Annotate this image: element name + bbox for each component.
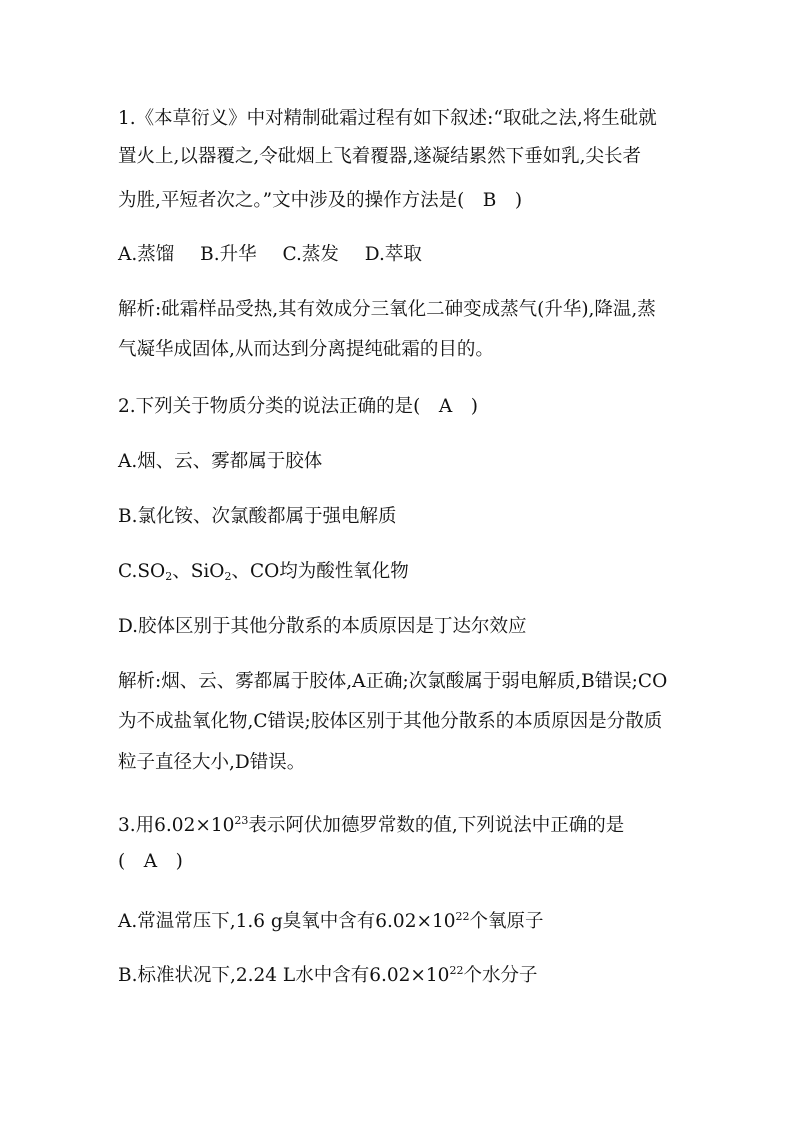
q3-stem-prefix: 3.用6.02×10	[118, 815, 235, 836]
q3-stem-suffix: 表示阿伏加德罗常数的值,下列说法中正确的是	[248, 815, 625, 836]
q3-option-a-suffix: 个氧原子	[469, 911, 544, 932]
q3-option-b-suffix: 个水分子	[463, 965, 538, 986]
q1-option-b: B.升华	[200, 244, 257, 265]
q2-analysis-line-3: 粒子直径大小,D错误。	[118, 752, 306, 773]
q3-option-b-prefix: B.标准状况下,2.24 L水中含有6.02×10	[118, 965, 450, 986]
q1-analysis-line-1: 解析:砒霜样品受热,其有效成分三氧化二砷变成蒸气(升华),降温,蒸	[118, 299, 656, 320]
q1-option-a: A.蒸馏	[118, 244, 175, 265]
q1-option-c: C.蒸发	[282, 244, 339, 265]
q3-stem	[118, 810, 624, 837]
q2-stem: 2.下列关于物质分类的说法正确的是( A )	[118, 396, 478, 417]
q3-stem-exponent: 23	[234, 814, 249, 827]
q1-stem-line-1: 1.《本草衍义》中对精制砒霜过程有如下叙述:“取砒之法,将生砒就	[118, 108, 657, 129]
q2-option-c	[118, 561, 409, 588]
q3-option-b	[118, 960, 537, 987]
q2-option-c-subscript-1: 2	[165, 570, 173, 583]
q3-option-a-prefix: A.常温常压下,1.6 g臭氧中含有6.02×10	[118, 911, 456, 932]
q3-answer: ( A )	[118, 851, 183, 872]
q1-options	[118, 244, 422, 266]
q2-analysis-line-2: 为不成盐氧化物,C错误;胶体区别于其他分散系的本质原因是分散质	[118, 711, 663, 732]
q2-option-c-subscript-2: 2	[224, 570, 232, 583]
q2-option-c-suffix: 、CO均为酸性氧化物	[231, 561, 409, 582]
q1-analysis-line-2: 气凝华成固体,从而达到分离提纯砒霜的目的。	[118, 339, 494, 360]
q1-option-d: D.萃取	[364, 244, 422, 265]
q2-option-d: D.胶体区别于其他分散系的本质原因是丁达尔效应	[118, 616, 527, 637]
q2-option-c-prefix: C.SO	[118, 561, 166, 582]
q2-option-a: A.烟、云、雾都属于胶体	[118, 451, 323, 472]
q2-option-c-mid: 、SiO	[172, 561, 225, 582]
q3-option-a	[118, 906, 544, 933]
q1-stem-line-2: 置火上,以器覆之,令砒烟上飞着覆器,遂凝结累然下垂如乳,尖长者	[118, 146, 642, 167]
q2-option-b: B.氯化铵、次氯酸都属于强电解质	[118, 506, 397, 527]
q2-analysis-line-1: 解析:烟、云、雾都属于胶体,A正确;次氯酸属于弱电解质,B错误;CO	[118, 671, 668, 692]
q1-stem-line-3: 为胜,平短者次之。”文中涉及的操作方法是( B )	[118, 190, 523, 211]
q3-option-b-exponent: 22	[449, 964, 464, 977]
q3-option-a-exponent: 22	[455, 910, 470, 923]
